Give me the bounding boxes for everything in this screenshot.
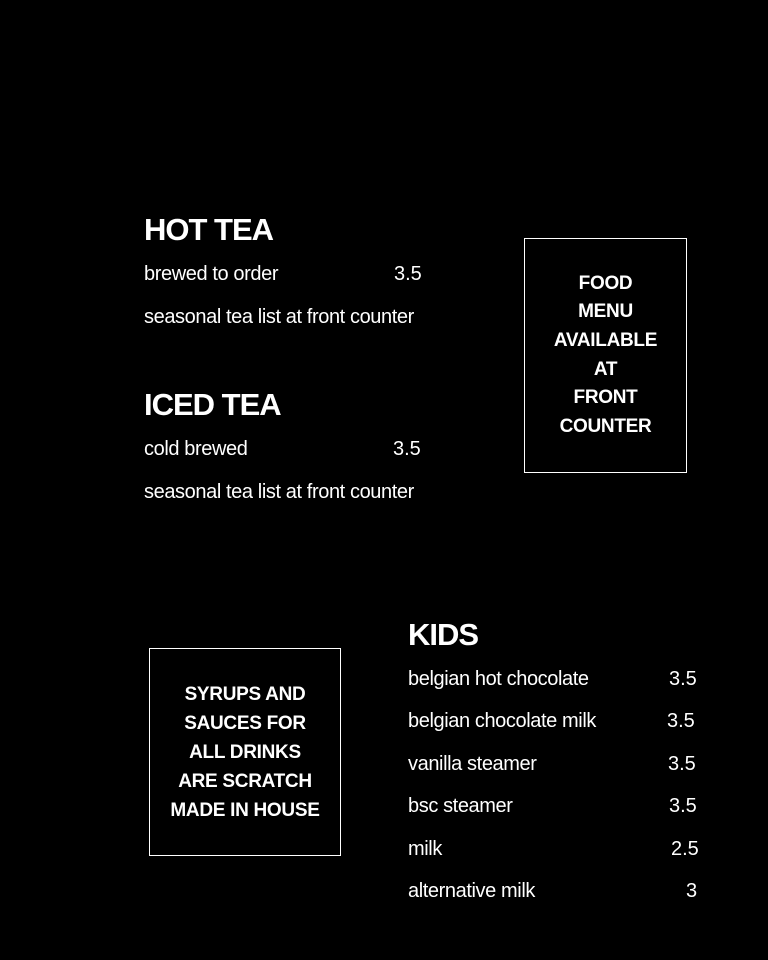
kids-item: alternative milk — [408, 880, 535, 902]
hot-tea-item-seasonal: seasonal tea list at front counter — [144, 306, 414, 328]
iced-tea-item-cold-brewed: cold brewed — [144, 438, 248, 460]
kids-item: belgian hot chocolate — [408, 668, 589, 690]
kids-item: vanilla steamer — [408, 753, 537, 775]
iced-tea-heading: ICED TEA — [144, 387, 281, 422]
kids-price: 2.5 — [671, 838, 699, 860]
syrup-notice-line: SYRUPS AND — [184, 683, 306, 705]
food-menu-notice — [524, 238, 687, 473]
hot-tea-price-brewed: 3.5 — [394, 263, 422, 285]
syrups-notice — [149, 648, 341, 856]
hot-tea-item-brewed: brewed to order — [144, 263, 279, 285]
food-notice-line: AT — [593, 358, 618, 380]
iced-tea-item-seasonal: seasonal tea list at front counter — [144, 481, 414, 503]
syrup-notice-line: ALL DRINKS — [189, 741, 301, 763]
kids-price: 3.5 — [668, 753, 696, 775]
kids-price: 3.5 — [669, 668, 697, 690]
food-notice-line: COUNTER — [559, 415, 652, 437]
hot-tea-heading: HOT TEA — [144, 212, 274, 247]
food-notice-line: FOOD — [578, 272, 633, 294]
kids-item: belgian chocolate milk — [408, 710, 596, 732]
food-notice-line: AVAILABLE — [553, 329, 658, 351]
kids-heading: KIDS — [408, 617, 479, 652]
kids-price: 3.5 — [669, 795, 697, 817]
syrup-notice-line: MADE IN HOUSE — [170, 799, 320, 821]
kids-item: milk — [408, 838, 442, 860]
syrup-notice-line: SAUCES FOR — [184, 712, 306, 734]
syrup-notice-line: ARE SCRATCH — [178, 770, 312, 792]
kids-item: bsc steamer — [408, 795, 513, 817]
iced-tea-price-cold-brewed: 3.5 — [393, 438, 421, 460]
food-notice-line: MENU — [578, 301, 633, 323]
food-notice-line: FRONT — [573, 387, 638, 409]
kids-price: 3 — [686, 880, 698, 902]
kids-price: 3.5 — [667, 710, 695, 732]
